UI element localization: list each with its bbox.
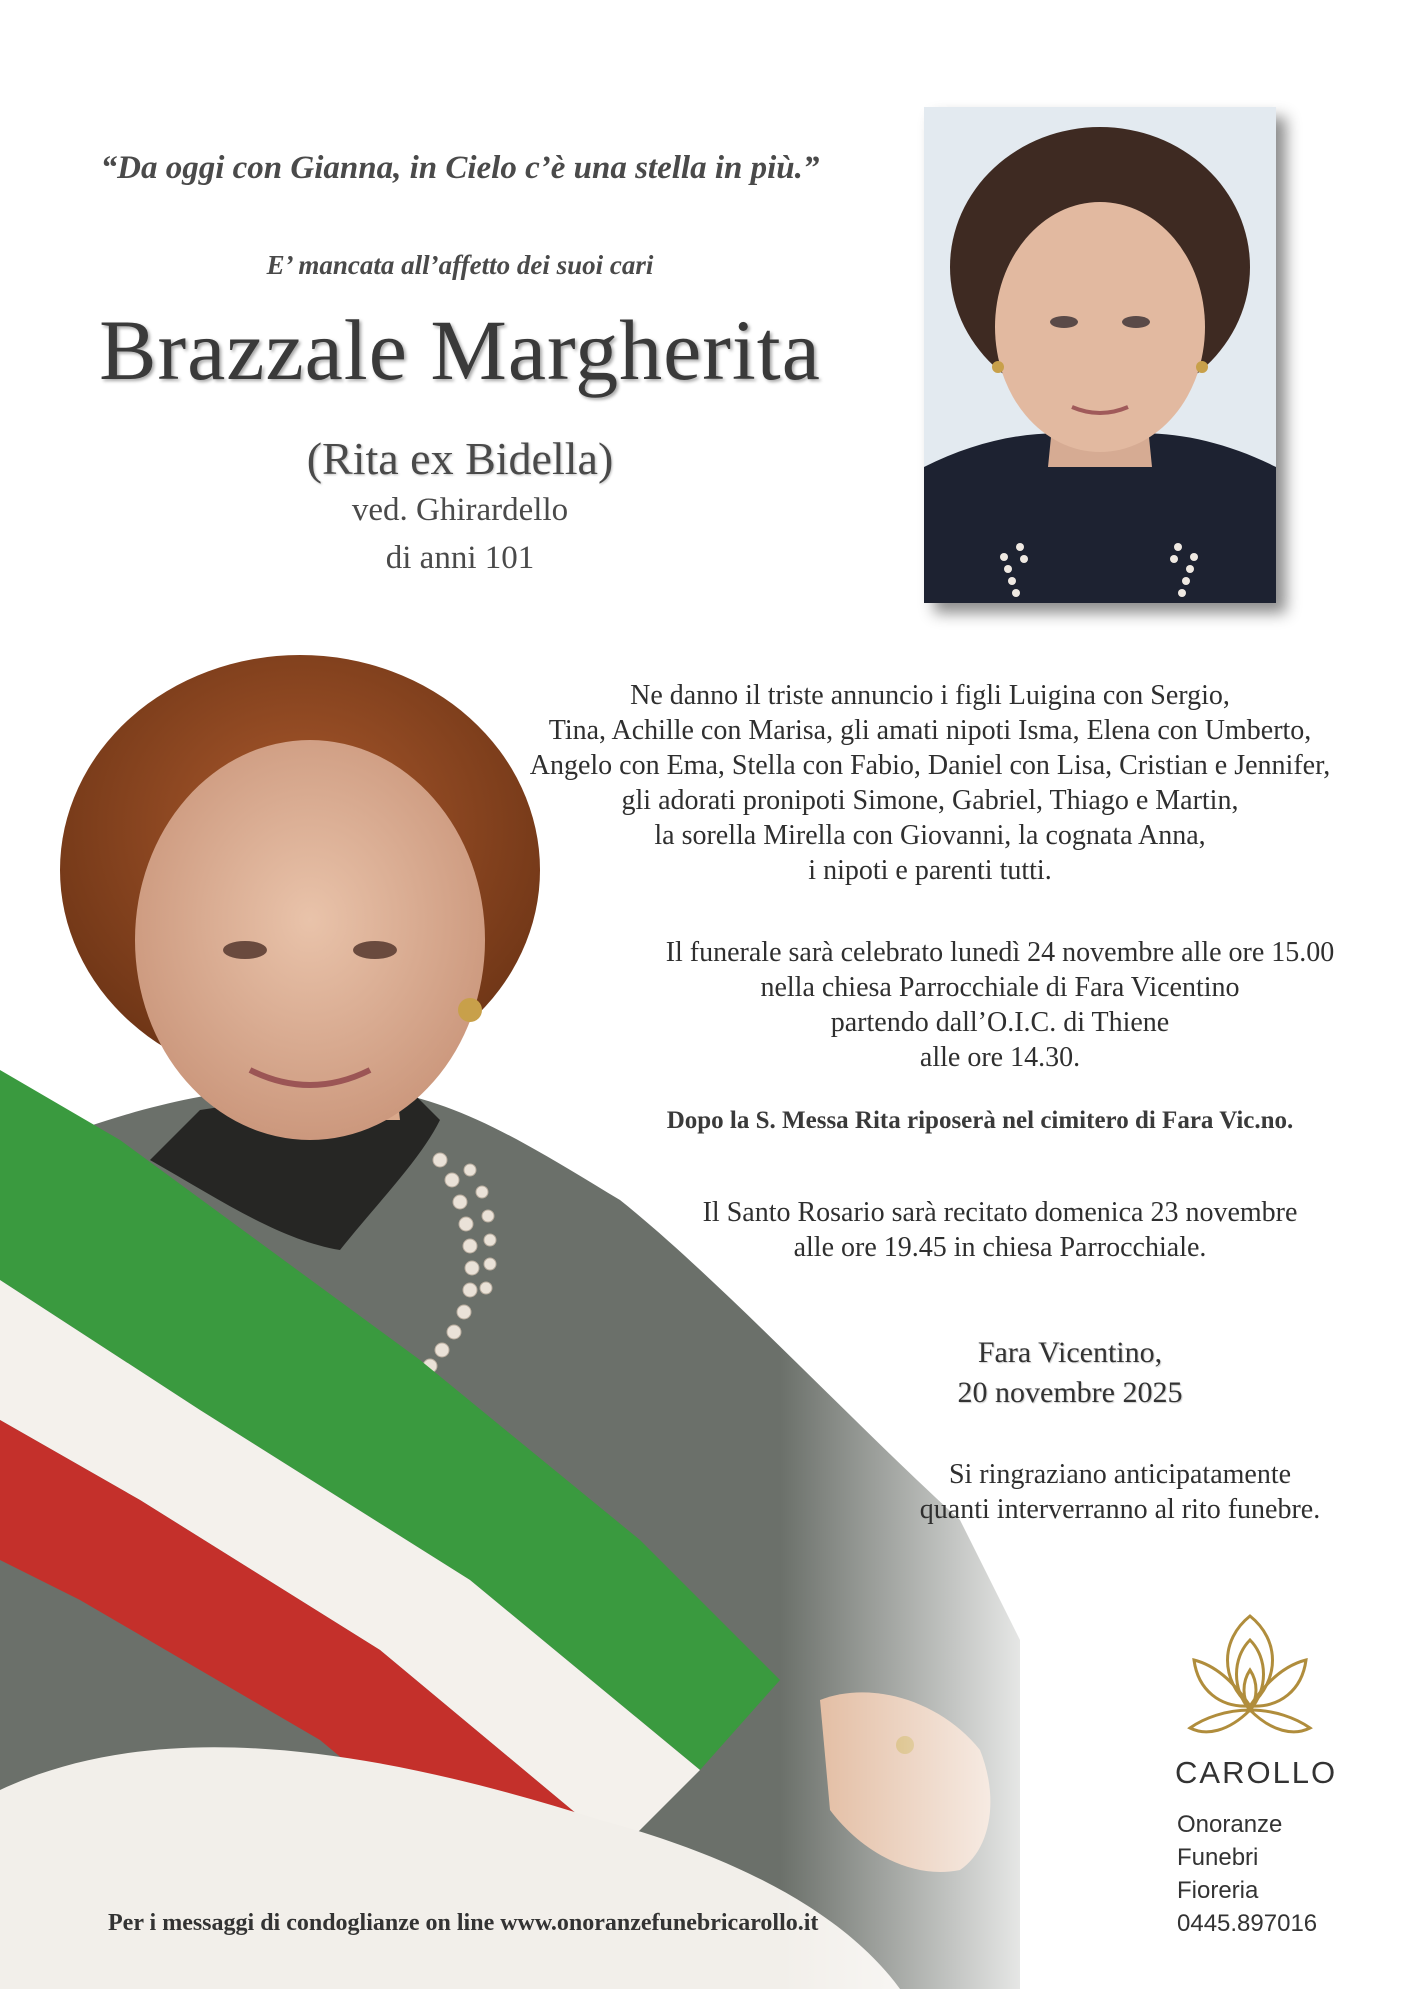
thanks-line: quanti interverranno al rito funebre. [919,1494,1321,1525]
thanks-block [860,1457,1380,1527]
memorial-quote: “Da oggi con Gianna, in Cielo c’è una stella in più.” [100,150,820,186]
condolences-footer: Per i messaggi di condoglianze on line www.onoranzefunebricarollo.it [108,1910,819,1936]
rosary-block [600,1195,1400,1265]
announcement-line: Angelo con Ema, Stella con Fabio, Daniel con Lisa, Cristian e Jennifer, [529,750,1331,781]
brand-phone: 0445.897016 [1177,1910,1318,1937]
place: Fara Vicentino, [977,1336,1163,1369]
lotus-logo-icon [1180,1610,1320,1750]
intro-line: E’ mancata all’affetto dei suoi cari [266,250,654,280]
deceased-portrait [924,107,1276,603]
deceased-name: Brazzale Margherita [99,302,821,398]
brand-line: Funebri [1177,1844,1259,1871]
funeral-line: nella chiesa Parrocchiale di Fara Vicentino [760,972,1240,1003]
funeral-block [600,935,1400,1075]
funeral-line: alle ore 14.30. [919,1042,1081,1073]
date: 20 novembre 2025 [957,1376,1183,1409]
announcement-line: la sorella Mirella con Giovanni, la cognata Anna, [654,820,1206,851]
announcement-line: gli adorati pronipoti Simone, Gabriel, Thiago e Martin, [621,785,1239,816]
rosary-line: Il Santo Rosario sarà recitato domenica 23 novembre [702,1197,1298,1228]
brand-line: Fioreria [1177,1877,1259,1904]
announcement-line: i nipoti e parenti tutti. [808,855,1052,886]
funeral-line: Il funerale sarà celebrato lunedì 24 novembre alle ore 15.00 [665,937,1335,968]
brand-name: CAROLLO [1175,1755,1338,1790]
widow-of: ved. Ghirardello [351,492,569,528]
thanks-line: Si ringraziano anticipatamente [948,1459,1292,1490]
announcement-line: Ne danno il triste annuncio i figli Luigina con Sergio, [630,680,1230,711]
burial-note: Dopo la S. Messa Rita riposerà nel cimitero di Fara Vic.no. [666,1107,1294,1134]
announcement-line: Tina, Achille con Marisa, gli amati nipoti Isma, Elena con Umberto, [548,715,1312,746]
brand-info [1177,1808,1317,1940]
rosary-line: alle ore 19.45 in chiesa Parrocchiale. [793,1232,1207,1263]
brand-line: Onoranze [1177,1811,1283,1838]
place-date-block [870,1333,1270,1413]
deceased-nickname: (Rita ex Bidella) [306,433,614,484]
announcement-block [500,678,1360,888]
funeral-line: partendo dall’O.I.C. di Thiene [830,1007,1170,1038]
deceased-age: di anni 101 [385,540,535,576]
